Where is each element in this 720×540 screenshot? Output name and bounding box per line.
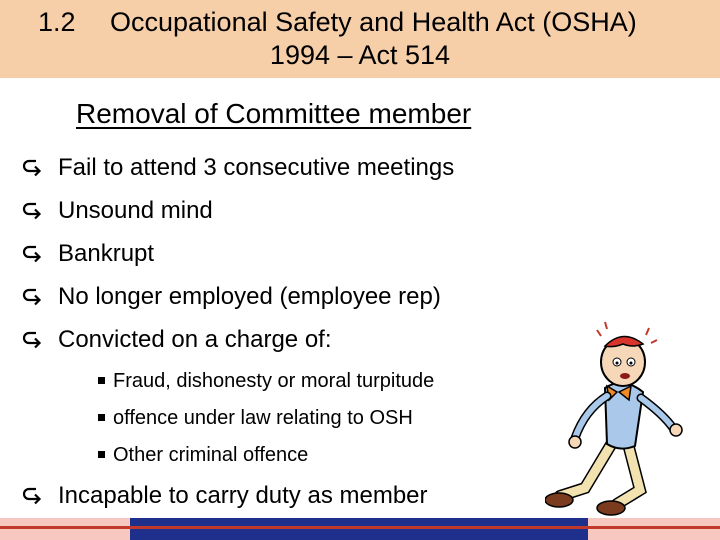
injured-worker-illustration bbox=[545, 318, 715, 518]
sub-list-item bbox=[98, 440, 308, 470]
square-bullet-icon bbox=[98, 377, 105, 384]
square-bullet-icon bbox=[98, 451, 105, 458]
list-item-text: Convicted on a charge of: bbox=[58, 326, 332, 353]
list-item-text: No longer employed (employee rep) bbox=[58, 283, 441, 310]
sub-list-item bbox=[98, 366, 434, 396]
section-heading: Removal of Committee member bbox=[76, 98, 472, 129]
curved-arrow-bullet-icon bbox=[22, 287, 42, 307]
list-item-text: Incapable to carry duty as member bbox=[58, 482, 428, 509]
footer-middle-segment bbox=[130, 518, 588, 540]
title-line-2: 1994 – Act 514 bbox=[269, 40, 451, 70]
curved-arrow-bullet-icon bbox=[22, 330, 42, 350]
footer-bar bbox=[0, 518, 720, 540]
title-line-1: Occupational Safety and Health Act (OSHA) bbox=[110, 7, 637, 37]
curved-arrow-bullet-icon bbox=[22, 244, 42, 264]
sub-list-item bbox=[98, 403, 413, 433]
footer-left-segment bbox=[0, 518, 130, 540]
square-bullet-icon bbox=[98, 414, 105, 421]
sub-list-item-text: offence under law relating to OSH bbox=[113, 407, 413, 429]
sub-list-item-text: Fraud, dishonesty or moral turpitude bbox=[113, 370, 435, 392]
list-item-text: Bankrupt bbox=[58, 240, 155, 267]
curved-arrow-bullet-icon bbox=[22, 486, 42, 506]
title-bar bbox=[0, 0, 720, 78]
curved-arrow-bullet-icon bbox=[22, 158, 42, 178]
footer-accent-line bbox=[0, 526, 720, 529]
curved-arrow-bullet-icon bbox=[22, 201, 42, 221]
list-item-text: Unsound mind bbox=[58, 197, 213, 224]
list-item-text: Fail to attend 3 consecutive meetings bbox=[58, 154, 455, 181]
slide-title bbox=[38, 6, 718, 38]
footer-right-segment bbox=[588, 518, 720, 540]
section-number: 1.2 bbox=[38, 7, 76, 37]
sub-list-item-text: Other criminal offence bbox=[113, 444, 309, 466]
